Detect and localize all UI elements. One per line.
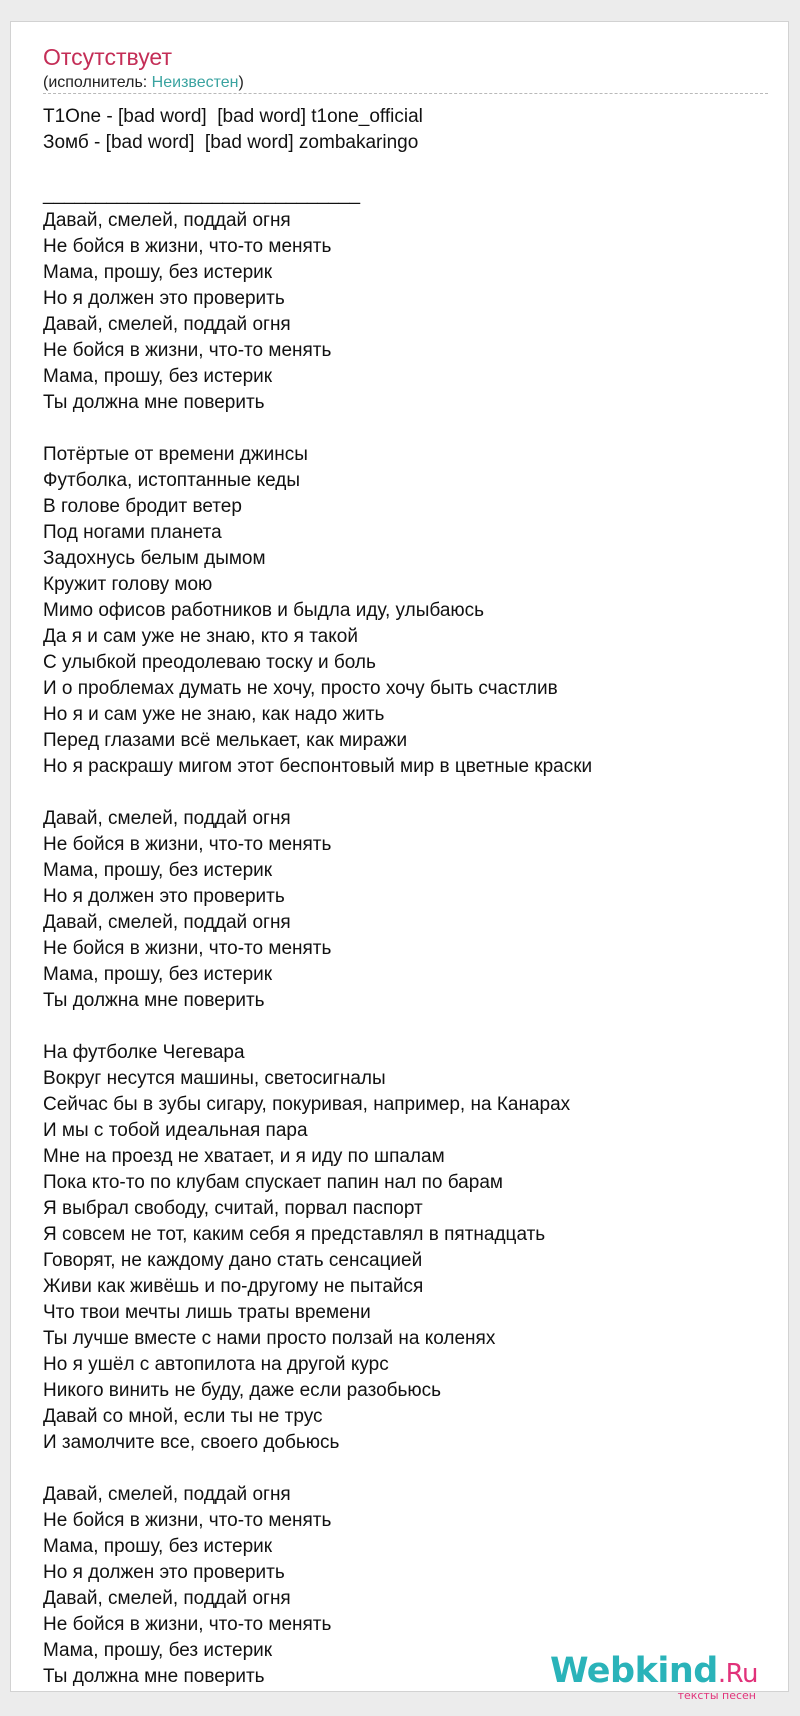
lyric-line: Не бойся в жизни, что-то менять <box>43 236 332 257</box>
lyric-line: И о проблемах думать не хочу, просто хочу быть счастлив <box>43 678 558 699</box>
lyric-line: Живи как живёшь и по-другому не пытайся <box>43 1276 424 1297</box>
logo-main-text: Webkind <box>549 1651 718 1691</box>
lyric-line: Задохнусь белым дымом <box>43 548 266 569</box>
logo-tagline: тексты песен <box>677 1689 756 1702</box>
lyric-line: Но я раскрашу мигом этот беспонтовый мир в цветные краски <box>43 756 593 777</box>
lyric-line: Пока кто-то по клубам спускает папин нал по барам <box>43 1172 503 1193</box>
lyric-line: Давай со мной, если ты не трус <box>43 1406 323 1427</box>
lyric-line: Мимо офисов работников и быдла иду, улыбаюсь <box>43 600 485 621</box>
lyric-line: Что твои мечты лишь траты времени <box>43 1302 371 1323</box>
lyric-line: Под ногами планета <box>43 522 222 543</box>
lyric-line: Мама, прошу, без истерик <box>43 1536 273 1557</box>
lyric-line: Ты должна мне поверить <box>43 990 265 1011</box>
lyric-line: Да я и сам уже не знаю, кто я такой <box>43 626 358 647</box>
lyric-line: Говорят, не каждому дано стать сенсацией <box>43 1250 423 1271</box>
lyric-line: Не бойся в жизни, что-то менять <box>43 340 332 361</box>
stanza-break <box>43 416 592 442</box>
lyric-line: Перед глазами всё мелькает, как миражи <box>43 730 408 751</box>
lyric-line: ______________________________ <box>43 184 361 205</box>
lyric-line: Мама, прошу, без истерик <box>43 366 273 387</box>
lyric-line: Не бойся в жизни, что-то менять <box>43 1510 332 1531</box>
lyric-line: Мне на проезд не хватает, и я иду по шпалам <box>43 1146 445 1167</box>
artist-byline <box>43 74 244 92</box>
lyrics-page <box>10 21 789 1702</box>
stanza-break <box>43 780 592 806</box>
lyric-line: Я совсем не тот, каким себя я представлял в пятнадцать <box>43 1224 546 1245</box>
artist-link[interactable]: Неизвестен <box>151 74 239 91</box>
lyric-line: И мы с тобой идеальная пара <box>43 1120 308 1141</box>
byline-prefix: (исполнитель: <box>43 74 152 91</box>
lyric-line: Но я должен это проверить <box>43 886 285 907</box>
lyric-line: Давай, смелей, поддай огня <box>43 314 291 335</box>
lyric-line: Сейчас бы в зубы сигару, покуривая, например, на Канарах <box>43 1094 571 1115</box>
stanza-break <box>43 1456 592 1482</box>
byline-suffix: ) <box>238 74 244 91</box>
lyric-line: Мама, прошу, без истерик <box>43 964 273 985</box>
lyric-line: Но я должен это проверить <box>43 1562 285 1583</box>
lyric-line: Потёртые от времени джинсы <box>43 444 308 465</box>
song-title: Отсутствует <box>43 44 172 70</box>
lyric-line: И замолчите все, своего добьюсь <box>43 1432 340 1453</box>
lyric-line: Ты должна мне поверить <box>43 392 265 413</box>
site-logo[interactable] <box>550 1653 758 1692</box>
lyric-line: В голове бродит ветер <box>43 496 242 517</box>
lyric-line: Футболка, истоптанные кеды <box>43 470 301 491</box>
stanza-break <box>43 1014 592 1040</box>
lyric-line: Давай, смелей, поддай огня <box>43 1588 291 1609</box>
lyric-line: Но я должен это проверить <box>43 288 285 309</box>
lyric-line: Давай, смелей, поддай огня <box>43 912 291 933</box>
lyric-line: Давай, смелей, поддай огня <box>43 1484 291 1505</box>
lyric-line: Мама, прошу, без истерик <box>43 262 273 283</box>
lyric-line: Давай, смелей, поддай огня <box>43 210 291 231</box>
lyric-line: T1One - [bad word] [bad word] t1one_official <box>43 106 423 127</box>
lyric-line: Вокруг несутся машины, светосигналы <box>43 1068 386 1089</box>
lyric-line: Я выбрал свободу, считай, порвал паспорт <box>43 1198 423 1219</box>
lyric-line: Но я и сам уже не знаю, как надо жить <box>43 704 385 725</box>
lyric-line: Не бойся в жизни, что-то менять <box>43 938 332 959</box>
stanza-break <box>43 156 592 182</box>
lyric-line: Мама, прошу, без истерик <box>43 1640 273 1661</box>
lyric-line: Ты лучше вместе с нами просто ползай на коленях <box>43 1328 496 1349</box>
lyric-line: Но я ушёл с автопилота на другой курс <box>43 1354 389 1375</box>
lyric-line: Не бойся в жизни, что-то менять <box>43 834 332 855</box>
lyric-line: С улыбкой преодолеваю тоску и боль <box>43 652 376 673</box>
lyric-line: Мама, прошу, без истерик <box>43 860 273 881</box>
lyric-line: Не бойся в жизни, что-то менять <box>43 1614 332 1635</box>
logo-suffix-text: .Ru <box>717 1659 758 1689</box>
lyric-line: Давай, смелей, поддай огня <box>43 808 291 829</box>
lyric-line: Ты должна мне поверить <box>43 1666 265 1687</box>
lyric-line: Зомб - [bad word] [bad word] zombakaringo <box>43 132 419 153</box>
lyric-line: Кружит голову мою <box>43 574 213 595</box>
lyric-line: На футболке Чегевара <box>43 1042 245 1063</box>
lyric-line: Никого винить не буду, даже если разобьюсь <box>43 1380 442 1401</box>
dashed-divider <box>43 93 768 94</box>
lyrics-body <box>43 104 592 1690</box>
